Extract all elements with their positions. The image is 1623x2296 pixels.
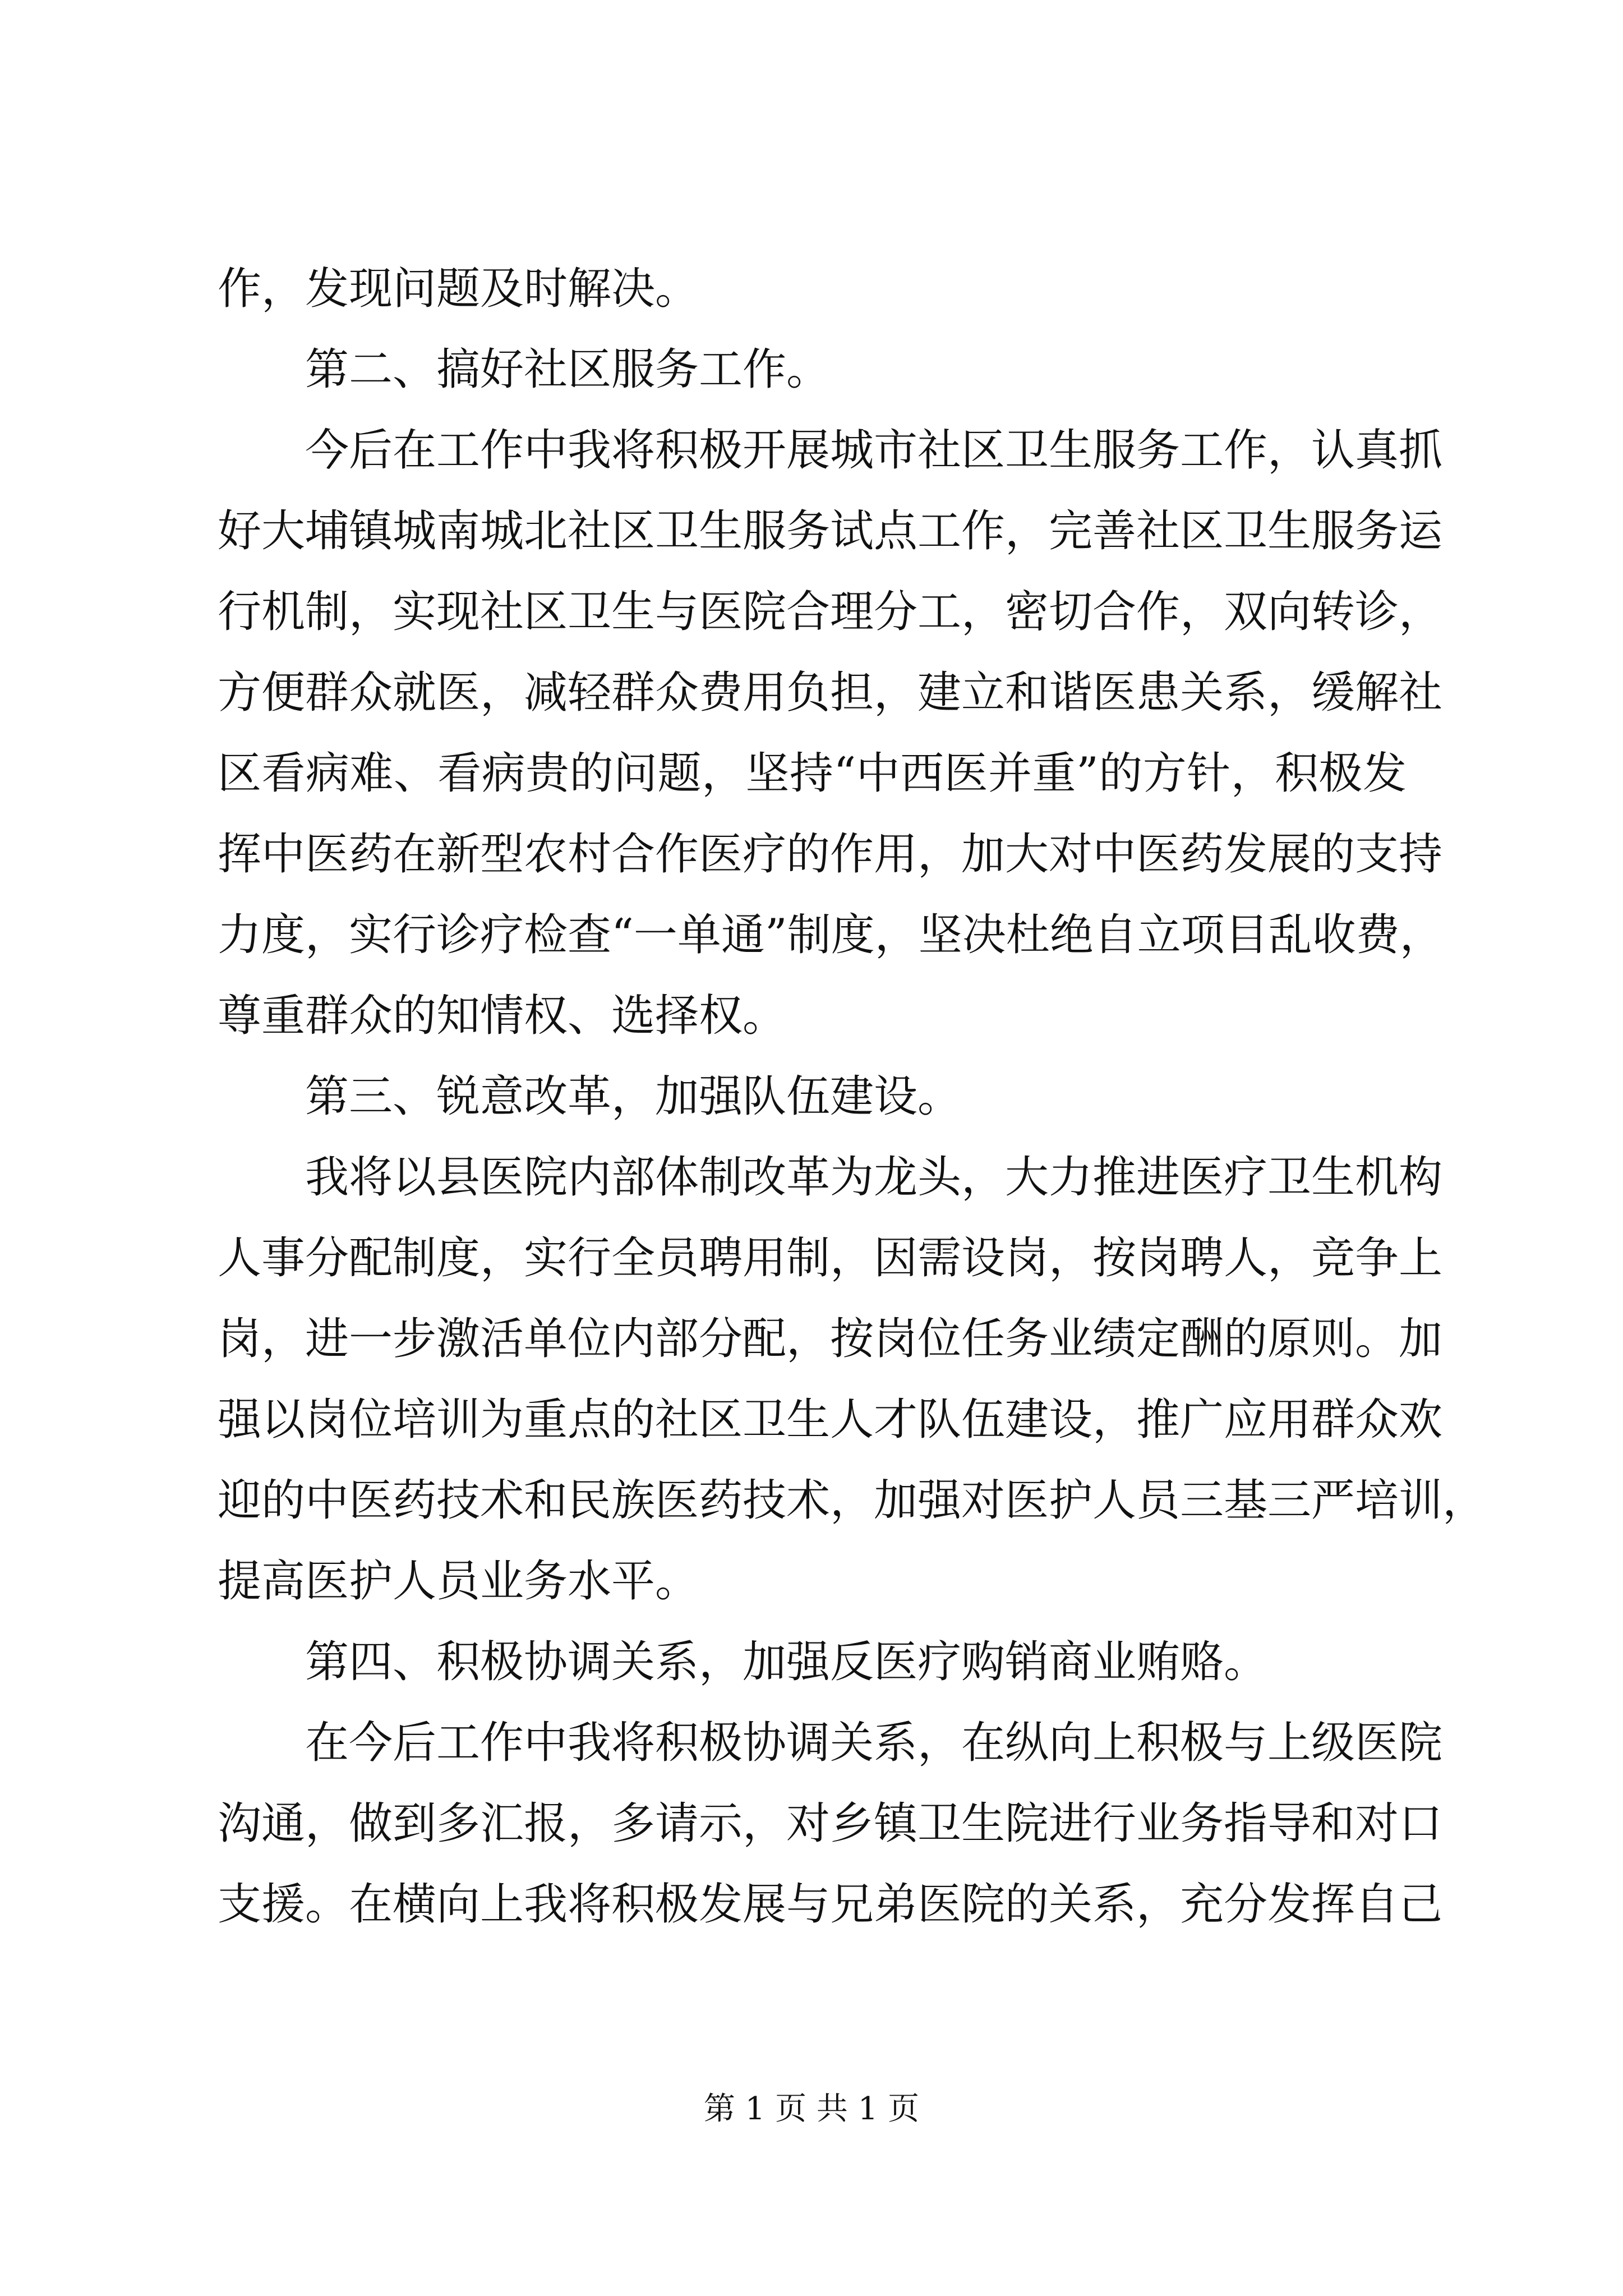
text-line: 我将以县医院内部体制改革为龙头，大力推进医疗卫生机构: [305, 1152, 1443, 1203]
text-line: 区看病难、看病贵的问题，坚持“中西医并重”的方针，积极发: [218, 748, 1407, 799]
text-line: 提高医护人员业务水平。: [218, 1556, 699, 1607]
text-line: 力度，实行诊疗检查“一单通”制度，坚决杜绝自立项目乱收费，: [218, 910, 1444, 960]
text-line: 好大埔镇城南城北社区卫生服务试点工作，完善社区卫生服务运: [218, 506, 1443, 556]
text-line: 行机制，实现社区卫生与医院合理分工，密切合作，双向转诊，: [218, 587, 1443, 637]
page-number-footer: 第 1 页 共 1 页: [703, 2091, 920, 2127]
text-line: 岗，进一步激活单位内部分配，按岗位任务业绩定酬的原则。加: [218, 1314, 1443, 1364]
text-line: 方便群众就医，减轻群众费用负担，建立和谐医患关系，缓解社: [218, 668, 1443, 718]
text-line: 人事分配制度，实行全员聘用制，因需设岗，按岗聘人，竞争上: [218, 1233, 1443, 1283]
text-line: 在今后工作中我将积极协调关系，在纵向上积极与上级医院: [305, 1718, 1443, 1768]
section-heading: 第四、积极协调关系，加强反医疗购销商业贿赂。: [305, 1637, 1268, 1687]
text-line: 支援。在横向上我将积极发展与兄弟医院的关系，充分发挥自己: [218, 1879, 1443, 1930]
text-line: 迎的中医药技术和民族医药技术，加强对医护人员三基三严培训，: [218, 1475, 1487, 1526]
text-line: 强以岗位培训为重点的社区卫生人才队伍建设，推广应用群众欢: [218, 1395, 1443, 1445]
section-heading: 第二、搞好社区服务工作。: [305, 344, 831, 395]
text-line: 挥中医药在新型农村合作医疗的作用，加大对中医药发展的支持: [218, 829, 1443, 880]
text-line: 尊重群众的知情权、选择权。: [218, 991, 787, 1041]
text-line: 今后在工作中我将积极开展城市社区卫生服务工作，认真抓: [305, 425, 1443, 476]
text-line: 沟通，做到多汇报，多请示，对乡镇卫生院进行业务指导和对口: [218, 1798, 1443, 1849]
text-line: 作，发现问题及时解决。: [218, 264, 699, 314]
section-heading: 第三、锐意改革，加强队伍建设。: [305, 1071, 962, 1122]
